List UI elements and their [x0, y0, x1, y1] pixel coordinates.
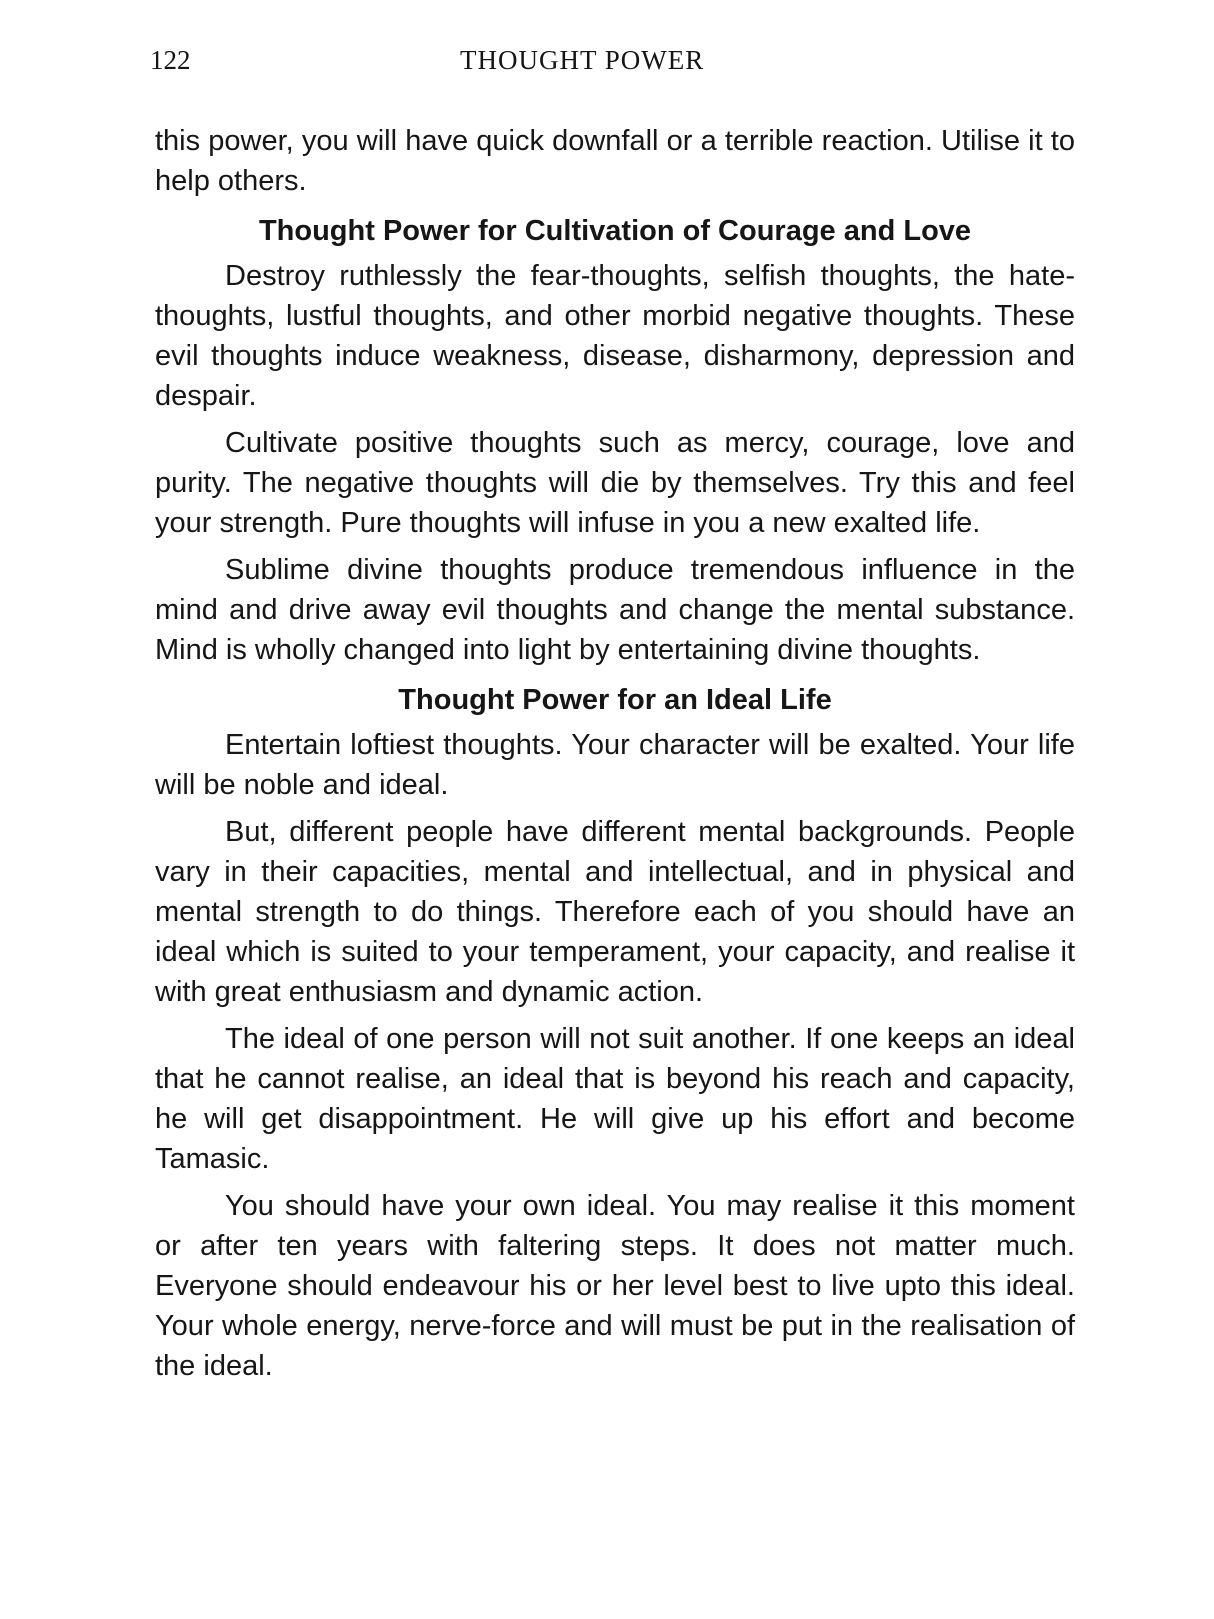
- paragraph: Cultivate positive thoughts such as mercy, courage, love and purity. The negative thoughts will die by themselves. Try this and feel your strength. Pure thoughts will infuse in you a new exalted life.: [155, 427, 1075, 539]
- paragraph: The ideal of one person will not suit another. If one keeps an ideal that he cannot realise, an ideal that is beyond his reach and capacity, he will get disappointment. He will give up his effort and become Tamasic.: [155, 1023, 1075, 1175]
- page-number: 122: [150, 45, 191, 75]
- section-heading-courage-love: Thought Power for Cultivation of Courage and Love: [258, 215, 972, 247]
- paragraph: You should have your own ideal. You may realise it this moment or after ten years with faltering steps. It does not matter much. Everyone should endeavour his or her level best to live upto this ideal. Your whole energy, nerve-force and will must be put in the realisation of the ideal.: [155, 1190, 1075, 1382]
- paragraph: But, different people have different mental backgrounds. People vary in their capacities, mental and intellectual, and in physical and mental strength to do things. Therefore each of you should have an ideal which is suited to your temperament, your capacity, and realise it with great enthusiasm and dynamic action.: [155, 816, 1075, 1008]
- paragraph: Destroy ruthlessly the fear-thoughts, selfish thoughts, the hate-thoughts, lustful thoughts, and other morbid negative thoughts. These evil thoughts induce weakness, disease, disharmony, depression and despair.: [155, 260, 1075, 412]
- paragraph: Entertain loftiest thoughts. Your character will be exalted. Your life will be noble and ideal.: [155, 729, 1075, 801]
- section-heading-ideal-life: Thought Power for an Ideal Life: [398, 684, 832, 716]
- paragraph: Sublime divine thoughts produce tremendous influence in the mind and drive away evil thoughts and change the mental substance. Mind is wholly changed into light by entertaining divine thoughts.: [155, 554, 1075, 666]
- paragraph-continuation: this power, you will have quick downfall or a terrible reaction. Utilise it to help others.: [155, 125, 1075, 197]
- running-title: THOUGHT POWER: [460, 45, 705, 75]
- body-text: [155, 121, 1075, 1393]
- running-head: [150, 40, 1070, 80]
